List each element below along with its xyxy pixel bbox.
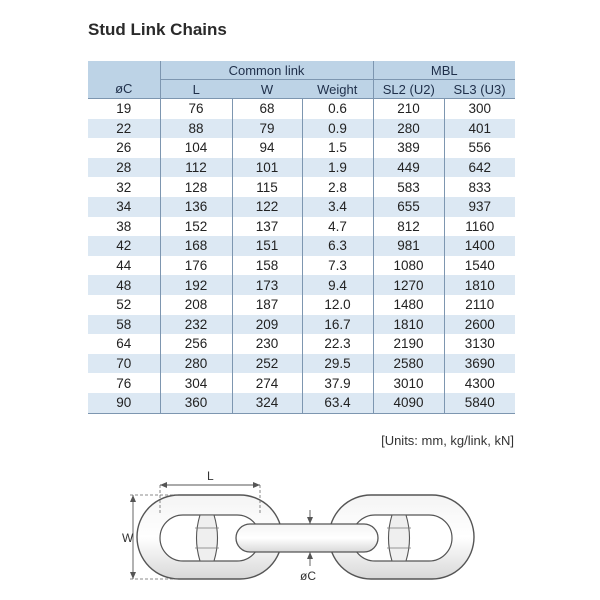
cell-sl2: 1480 bbox=[373, 295, 444, 315]
table-body bbox=[88, 99, 515, 414]
cell-diameter: 76 bbox=[88, 373, 160, 393]
table-row bbox=[88, 295, 515, 315]
middle-link bbox=[236, 524, 378, 552]
cell-width: 68 bbox=[232, 99, 302, 119]
cell-sl2: 583 bbox=[373, 177, 444, 197]
cell-weight: 12.0 bbox=[302, 295, 373, 315]
cell-weight: 22.3 bbox=[302, 334, 373, 354]
cell-weight: 7.3 bbox=[302, 256, 373, 276]
cell-sl3: 1540 bbox=[444, 256, 515, 276]
cell-width: 101 bbox=[232, 158, 302, 178]
cell-diameter: 70 bbox=[88, 354, 160, 374]
table-row bbox=[88, 197, 515, 217]
cell-sl2: 1080 bbox=[373, 256, 444, 276]
cell-length: 176 bbox=[160, 256, 232, 276]
cell-diameter: 52 bbox=[88, 295, 160, 315]
table-row bbox=[88, 275, 515, 295]
cell-weight: 6.3 bbox=[302, 236, 373, 256]
cell-diameter: 58 bbox=[88, 315, 160, 335]
cell-sl3: 5840 bbox=[444, 393, 515, 413]
cell-sl2: 655 bbox=[373, 197, 444, 217]
units-note: [Units: mm, kg/link, kN] bbox=[381, 433, 514, 448]
table-row bbox=[88, 373, 515, 393]
cell-diameter: 34 bbox=[88, 197, 160, 217]
cell-width: 209 bbox=[232, 315, 302, 335]
cell-diameter: 26 bbox=[88, 138, 160, 158]
cell-sl3: 1810 bbox=[444, 275, 515, 295]
cell-width: 79 bbox=[232, 119, 302, 139]
cell-diameter: 32 bbox=[88, 177, 160, 197]
cell-length: 232 bbox=[160, 315, 232, 335]
cell-length: 136 bbox=[160, 197, 232, 217]
cell-length: 104 bbox=[160, 138, 232, 158]
cell-sl2: 210 bbox=[373, 99, 444, 119]
cell-sl2: 812 bbox=[373, 217, 444, 237]
cell-sl3: 3690 bbox=[444, 354, 515, 374]
cell-width: 187 bbox=[232, 295, 302, 315]
cell-sl3: 556 bbox=[444, 138, 515, 158]
cell-sl3: 833 bbox=[444, 177, 515, 197]
cell-weight: 0.9 bbox=[302, 119, 373, 139]
cell-length: 76 bbox=[160, 99, 232, 119]
group-header-common-link: Common link bbox=[160, 61, 373, 80]
cell-length: 280 bbox=[160, 354, 232, 374]
cell-sl2: 389 bbox=[373, 138, 444, 158]
table-row bbox=[88, 354, 515, 374]
table-row bbox=[88, 119, 515, 139]
cell-weight: 2.8 bbox=[302, 177, 373, 197]
cell-sl3: 3130 bbox=[444, 334, 515, 354]
cell-weight: 63.4 bbox=[302, 393, 373, 413]
cell-sl2: 280 bbox=[373, 119, 444, 139]
cell-sl2: 981 bbox=[373, 236, 444, 256]
table-row bbox=[88, 236, 515, 256]
cell-width: 122 bbox=[232, 197, 302, 217]
table-row bbox=[88, 256, 515, 276]
cell-diameter: 19 bbox=[88, 99, 160, 119]
cell-sl3: 1160 bbox=[444, 217, 515, 237]
cell-sl3: 937 bbox=[444, 197, 515, 217]
table-row bbox=[88, 177, 515, 197]
cell-width: 94 bbox=[232, 138, 302, 158]
table-row bbox=[88, 158, 515, 178]
table-row bbox=[88, 99, 515, 119]
cell-weight: 1.5 bbox=[302, 138, 373, 158]
cell-sl2: 2580 bbox=[373, 354, 444, 374]
cell-width: 274 bbox=[232, 373, 302, 393]
label-diameter: øC bbox=[300, 569, 316, 583]
cell-length: 88 bbox=[160, 119, 232, 139]
cell-weight: 0.6 bbox=[302, 99, 373, 119]
cell-diameter: 22 bbox=[88, 119, 160, 139]
table-row bbox=[88, 217, 515, 237]
cell-width: 115 bbox=[232, 177, 302, 197]
cell-weight: 3.4 bbox=[302, 197, 373, 217]
page-title: Stud Link Chains bbox=[88, 20, 227, 39]
cell-length: 208 bbox=[160, 295, 232, 315]
cell-width: 151 bbox=[232, 236, 302, 256]
cell-weight: 4.7 bbox=[302, 217, 373, 237]
cell-sl2: 2190 bbox=[373, 334, 444, 354]
label-l: L bbox=[207, 469, 214, 483]
cell-sl3: 4300 bbox=[444, 373, 515, 393]
cell-width: 173 bbox=[232, 275, 302, 295]
cell-sl3: 2600 bbox=[444, 315, 515, 335]
cell-length: 152 bbox=[160, 217, 232, 237]
cell-width: 137 bbox=[232, 217, 302, 237]
cell-weight: 1.9 bbox=[302, 158, 373, 178]
cell-sl3: 2110 bbox=[444, 295, 515, 315]
cell-diameter: 28 bbox=[88, 158, 160, 178]
cell-diameter: 48 bbox=[88, 275, 160, 295]
cell-weight: 29.5 bbox=[302, 354, 373, 374]
table-row bbox=[88, 393, 515, 413]
cell-length: 128 bbox=[160, 177, 232, 197]
cell-width: 324 bbox=[232, 393, 302, 413]
cell-sl3: 401 bbox=[444, 119, 515, 139]
cell-sl2: 3010 bbox=[373, 373, 444, 393]
col-header-weight: Weight bbox=[302, 80, 373, 99]
column-header-row bbox=[88, 80, 515, 99]
table-row bbox=[88, 315, 515, 335]
col-header-sl3: SL3 (U3) bbox=[444, 80, 515, 99]
col-header-width: W bbox=[232, 80, 302, 99]
cell-diameter: 90 bbox=[88, 393, 160, 413]
cell-length: 112 bbox=[160, 158, 232, 178]
cell-weight: 9.4 bbox=[302, 275, 373, 295]
col-header-length: L bbox=[160, 80, 232, 99]
table-row bbox=[88, 138, 515, 158]
cell-sl2: 449 bbox=[373, 158, 444, 178]
table-row bbox=[88, 334, 515, 354]
cell-weight: 37.9 bbox=[302, 373, 373, 393]
cell-length: 168 bbox=[160, 236, 232, 256]
cell-sl3: 642 bbox=[444, 158, 515, 178]
col-header-diameter: øC bbox=[88, 80, 160, 99]
cell-sl2: 1270 bbox=[373, 275, 444, 295]
cell-sl3: 300 bbox=[444, 99, 515, 119]
cell-width: 158 bbox=[232, 256, 302, 276]
cell-diameter: 44 bbox=[88, 256, 160, 276]
cell-length: 304 bbox=[160, 373, 232, 393]
cell-length: 192 bbox=[160, 275, 232, 295]
group-header-mbl: MBL bbox=[373, 61, 515, 80]
cell-sl3: 1400 bbox=[444, 236, 515, 256]
cell-diameter: 64 bbox=[88, 334, 160, 354]
group-header-blank bbox=[88, 61, 160, 80]
cell-length: 256 bbox=[160, 334, 232, 354]
cell-weight: 16.7 bbox=[302, 315, 373, 335]
group-header-row bbox=[88, 61, 515, 80]
label-w: W bbox=[122, 531, 134, 545]
cell-diameter: 38 bbox=[88, 217, 160, 237]
cell-width: 230 bbox=[232, 334, 302, 354]
stud-link-table bbox=[88, 61, 515, 414]
cell-length: 360 bbox=[160, 393, 232, 413]
cell-sl2: 4090 bbox=[373, 393, 444, 413]
col-header-sl2: SL2 (U2) bbox=[373, 80, 444, 99]
cell-diameter: 42 bbox=[88, 236, 160, 256]
chain-link-diagram bbox=[0, 440, 600, 600]
cell-width: 252 bbox=[232, 354, 302, 374]
cell-sl2: 1810 bbox=[373, 315, 444, 335]
